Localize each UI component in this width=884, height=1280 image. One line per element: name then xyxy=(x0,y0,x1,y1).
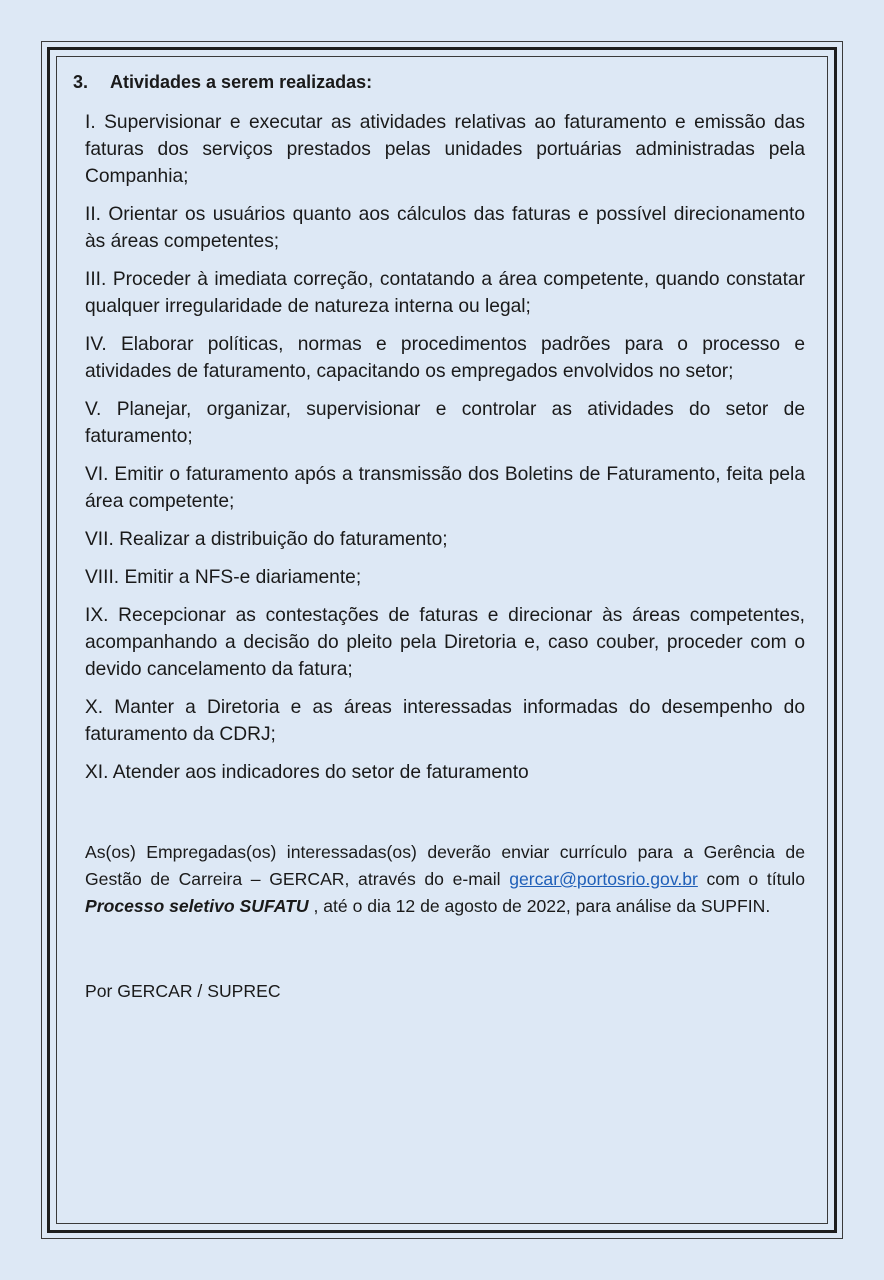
signature: Por GERCAR / SUPREC xyxy=(85,981,281,1001)
section-title: Atividades a serem realizadas: xyxy=(110,72,373,92)
notice-text: As(os) Empregadas(os) interessadas(os) deverão enviar currículo para a Gerência de Gestão de Carreira – GERCAR, através do e-mail xyxy=(85,842,805,889)
document-body xyxy=(73,72,805,1005)
activity-item: VI. Emitir o faturamento após a transmissão dos Boletins de Faturamento, feita pela área competente; xyxy=(85,464,805,512)
activity-item: II. Orientar os usuários quanto aos cálculos das faturas e possível direcionamento às áreas competentes; xyxy=(85,204,805,252)
section-number: 3. xyxy=(73,72,89,92)
notice-text: com o título xyxy=(697,869,805,889)
activity-item: IX. Recepcionar as contestações de faturas e direcionar às áreas competentes, acompanhando a decisão do pleito pela Diretoria e, caso couber, proceder com o devido cancelamento da fatura; xyxy=(85,605,805,680)
activity-item: VII. Realizar a distribuição do faturamento; xyxy=(85,529,448,550)
activity-item: I. Supervisionar e executar as atividades relativas ao faturamento e emissão das faturas dos serviços prestados pelas unidades portuárias administradas pela Companhia; xyxy=(85,112,805,187)
activity-item: V. Planejar, organizar, supervisionar e controlar as atividades do setor de faturamento; xyxy=(85,399,805,447)
notice-text: , até o dia 12 de agosto de 2022, para análise da SUPFIN. xyxy=(308,896,771,916)
activity-item: XI. Atender aos indicadores do setor de faturamento xyxy=(85,762,529,783)
application-notice xyxy=(85,839,805,920)
activity-item: IV. Elaborar políticas, normas e procedimentos padrões para o processo e atividades de faturamento, capacitando os empregados envolvidos no setor; xyxy=(85,334,805,382)
section-heading xyxy=(73,72,805,93)
process-title: Processo seletivo SUFATU xyxy=(85,896,309,916)
activity-item: VIII. Emitir a NFS-e diariamente; xyxy=(85,567,362,588)
email-link[interactable]: gercar@portosrio.gov.br xyxy=(509,869,698,889)
activity-item: III. Proceder à imediata correção, contatando a área competente, quando constatar qualquer irregularidade de natureza interna ou legal; xyxy=(85,269,805,317)
activity-item: X. Manter a Diretoria e as áreas interessadas informadas do desempenho do faturamento da CDRJ; xyxy=(85,697,805,745)
